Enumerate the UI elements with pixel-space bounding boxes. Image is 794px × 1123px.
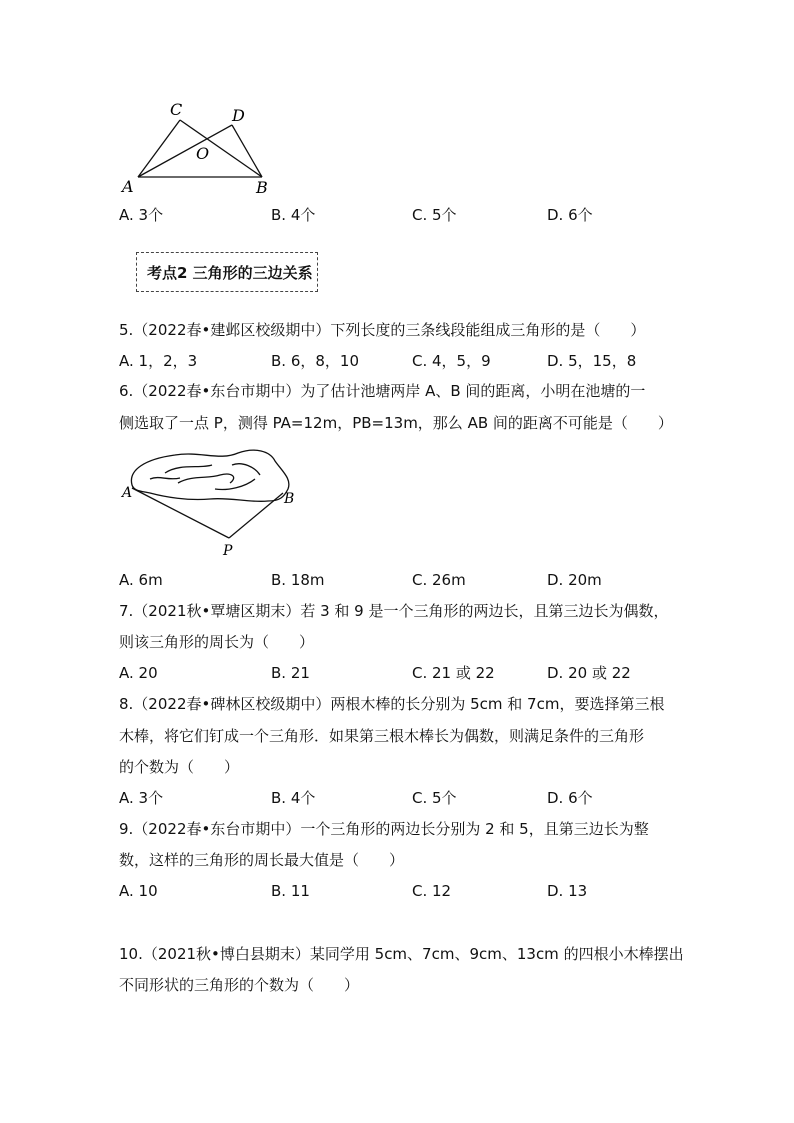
label-c: C bbox=[170, 100, 183, 119]
q8-option-b: B. 4个 bbox=[271, 789, 316, 807]
section-header-box bbox=[136, 252, 318, 292]
q9-question-line2: 数，这样的三角形的周长最大值是（ ） bbox=[119, 851, 405, 869]
segment-ad bbox=[138, 125, 232, 177]
q8-option-c: C. 5个 bbox=[412, 789, 457, 807]
q7-question-line2: 则该三角形的周长为（ ） bbox=[119, 633, 315, 651]
q8-option-a: A. 3个 bbox=[119, 789, 164, 807]
q6-option-d: D. 20m bbox=[547, 571, 602, 589]
q5-question: 5.（2022春•建邺区校级期中）下列长度的三条线段能组成三角形的是（ ） bbox=[119, 321, 646, 339]
q7-option-b: B. 21 bbox=[271, 664, 310, 682]
pond-outline bbox=[131, 450, 288, 501]
label-a: A bbox=[122, 177, 134, 196]
q6-option-a: A. 6m bbox=[119, 571, 163, 589]
segment-db bbox=[232, 125, 262, 177]
q4-option-a: A. 3个 bbox=[119, 206, 164, 224]
q9-option-d: D. 13 bbox=[547, 882, 588, 900]
q7-question-line1: 7.（2021秋•覃塘区期末）若 3 和 9 是一个三角形的两边长，且第三边长为偶数， bbox=[119, 602, 669, 620]
q6-question-line2: 侧选取了一点 P，测得 PA=12m，PB=13m，那么 AB 间的距离不可能是（ ） bbox=[119, 414, 673, 432]
q9-option-b: B. 11 bbox=[271, 882, 310, 900]
q4-option-b: B. 4个 bbox=[271, 206, 316, 224]
q6-option-b: B. 18m bbox=[271, 571, 325, 589]
label-b: B bbox=[256, 178, 268, 197]
pond-label-b: B bbox=[284, 491, 295, 507]
segment-pa bbox=[132, 488, 229, 538]
q6-question-line1: 6.（2022春•东台市期中）为了估计池塘两岸 A、B 间的距离，小明在池塘的一 bbox=[119, 382, 646, 400]
q7-option-a: A. 20 bbox=[119, 664, 158, 682]
q5-option-a: A. 1，2，3 bbox=[119, 352, 198, 370]
q9-option-c: C. 12 bbox=[412, 882, 452, 900]
q9-option-a: A. 10 bbox=[119, 882, 158, 900]
q6-option-c: C. 26m bbox=[412, 571, 466, 589]
q7-option-c: C. 21 或 22 bbox=[412, 664, 495, 682]
q10-question-line1: 10.（2021秋•博白县期末）某同学用 5cm、7cm、9cm、13cm 的四根小木棒摆出 bbox=[119, 945, 684, 963]
q8-question-line2: 木棒，将它们钉成一个三角形．如果第三根木棒长为偶数，则满足条件的三角形 bbox=[119, 727, 645, 745]
q7-option-d: D. 20 或 22 bbox=[547, 664, 631, 682]
pond-figure bbox=[120, 445, 310, 560]
q8-question-line3: 的个数为（ ） bbox=[119, 758, 240, 776]
q8-question-line1: 8.（2022春•碑林区校级期中）两根木棒的长分别为 5cm 和 7cm，要选择第三根 bbox=[119, 695, 665, 713]
label-d: D bbox=[232, 106, 245, 125]
label-o: O bbox=[196, 144, 210, 163]
q10-question-line2: 不同形状的三角形的个数为（ ） bbox=[119, 976, 360, 994]
triangle-figure-abcdo bbox=[120, 95, 280, 200]
q9-question-line1: 9.（2022春•东台市期中）一个三角形的两边长分别为 2 和 5，且第三边长为整 bbox=[119, 820, 649, 838]
q5-option-b: B. 6，8，10 bbox=[271, 352, 360, 370]
q4-option-d: D. 6个 bbox=[547, 206, 593, 224]
pond-label-p: P bbox=[223, 543, 233, 559]
q4-option-c: C. 5个 bbox=[412, 206, 457, 224]
q5-option-c: C. 4，5，9 bbox=[412, 352, 491, 370]
segment-cb bbox=[180, 120, 262, 177]
segment-ac bbox=[138, 120, 180, 177]
q8-option-d: D. 6个 bbox=[547, 789, 593, 807]
q5-option-d: D. 5，15，8 bbox=[547, 352, 637, 370]
pond-label-a: A bbox=[122, 485, 133, 501]
section-header-label: 考点2 三角形的三边关系 bbox=[147, 264, 313, 282]
